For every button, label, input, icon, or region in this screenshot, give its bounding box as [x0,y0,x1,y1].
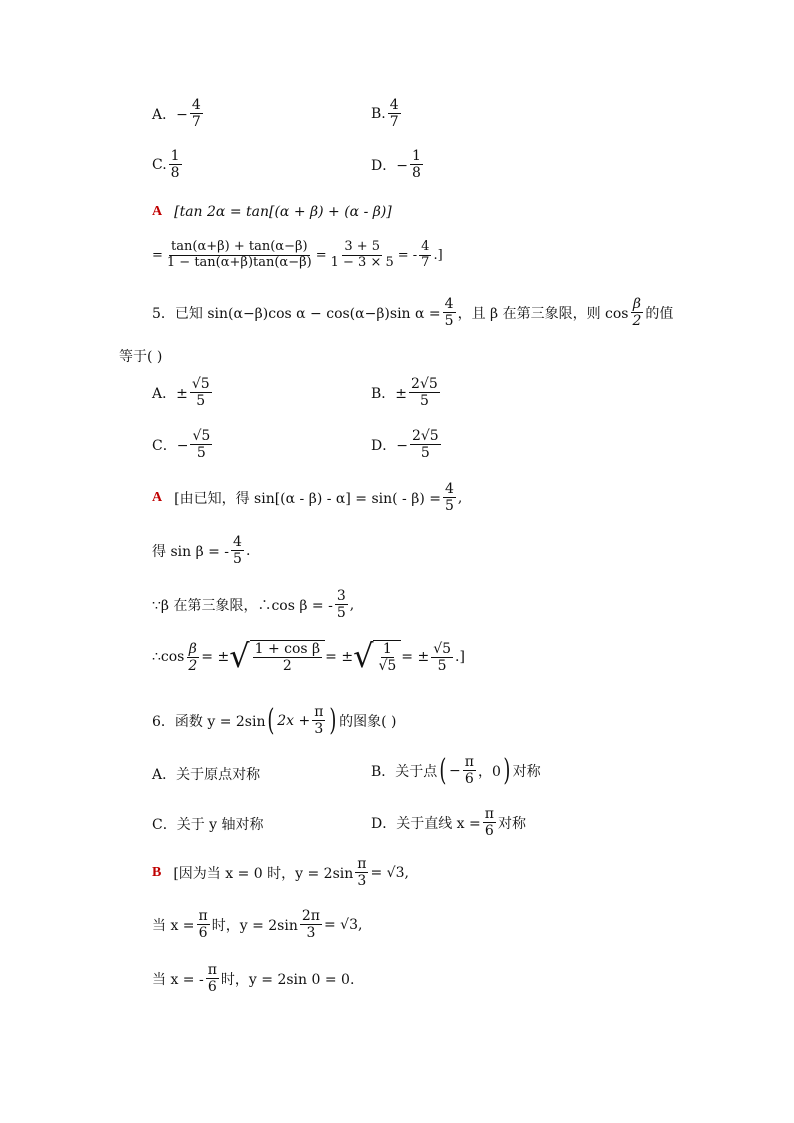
q5-solution-line2: 得 sin β = - $\frac{4}{5}$ . [152,534,251,568]
fraction: $\frac{\pi}{6}$ [484,806,494,840]
fraction: $\frac{\text{1 + cos β}}{2}$ [254,641,321,675]
q5-stem-cont: 等于( ) [119,349,163,365]
q4-solution-line2: = $\frac{\tan(\alpha+\beta) + \tan(\alpha-\beta)}{1 - \tan(\alpha+\beta)\tan(\alpha-\beta)}$ = $\frac{3 + 5}{1 - 3 \times 5}$ = - $\frac{4}{7}$ .] [152,239,443,270]
fraction: $\frac{4}{5}$ [444,481,454,515]
q6-solution-line3: 当 x = - $\frac{\pi}{6}$ 时，y = 2sin 0 = 0. [152,962,355,996]
fraction: $\frac{4}{7}$ [191,97,201,131]
square-root: √ $\frac{\text{1 + cos β}}{2}$ [229,640,325,674]
q4-option-a: A．− $\frac{4}{7}$ [152,97,201,131]
q6-stem: 6．函数 y = 2sin ( 2x + $\frac{\pi}{3}$ ) 的图象( ) [152,702,397,738]
q5-option-a: A．± $\frac{√5}{5}$ [152,376,210,410]
fraction: $\frac{2√5}{5}$ [411,376,438,410]
q4-option-c: C. $\frac{1}{8}$ [152,148,180,182]
fraction: $\frac{1}{√5}$ [378,641,397,675]
q5-stem: 5．已知 sin(α−β)cos α − cos(α−β)sin α = $\frac{4}{5}$ ，且 β 在第三象限，则 cos $\frac{\beta}{2}$ 的值 [152,296,674,330]
q6-solution-line2: 当 x = $\frac{\pi}{6}$ 时，y = 2sin $\frac{2\pi}{3}$ = √3, [152,908,363,942]
q4-option-b: B. $\frac{4}{7}$ [371,97,399,131]
answer-label: A [152,204,163,219]
fraction: $\frac{2√5}{5}$ [411,428,439,462]
square-root: √ $\frac{1}{√5}$ [353,640,401,674]
fraction: $\frac{\tan(\alpha+\beta) + \tan(\alpha-\beta)}{1 - \tan(\alpha+\beta)\tan(\alpha-\beta)}$ [166,239,312,270]
fraction: $\frac{√5}{5}$ [433,640,452,674]
fraction: $\frac{√5}{5}$ [191,376,210,410]
q5-solution-line4: ∴cos $\frac{\beta}{2}$ = ± √ $\frac{\text{1 + cos β}}{2}$ = ± √ $\frac{1}{√5}$ = ± $\frac{√5}{5}$ .] [152,637,465,675]
q5-solution-line3: ∵β 在第三象限，∴cos β = - $\frac{3}{5}$ , [152,588,355,622]
fraction: $\frac{4}{5}$ [233,534,242,568]
fraction: $\frac{\pi}{3}$ [314,704,324,738]
fraction: $\frac{\beta}{2}$ [632,296,642,330]
q6-option-b: B．关于点 ( − $\frac{\pi}{6}$ ，0 ) 对称 [371,752,541,788]
q5-solution-line1: A [由已知，得 sin[(α - β) - α] = sin( - β) = $\frac{4}{5}$ , [152,481,463,515]
q5-option-c: C．− $\frac{√5}{5}$ [152,428,211,462]
q4-option-d: D．− $\frac{1}{8}$ [371,148,421,182]
answer-label: A [152,489,163,505]
q6-option-d: D．关于直线 x = $\frac{\pi}{6}$ 对称 [371,806,526,840]
q5-option-d: D．− $\frac{2√5}{5}$ [371,428,439,462]
fraction: $\frac{2\pi}{3}$ [301,908,320,942]
paren-right: ) [329,702,337,738]
fraction: $\frac{4}{7}$ [389,97,399,131]
paren-left: ( [267,702,275,738]
fraction: $\frac{3}{5}$ [336,588,346,622]
fraction: $\frac{\pi}{3}$ [357,856,367,890]
fraction: $\frac{\pi}{6}$ [207,962,217,996]
paren-right: ) [503,752,511,788]
fraction: $\frac{√5}{5}$ [192,428,211,462]
fraction: $\frac{1}{8}$ [170,148,180,182]
fraction: $\frac{4}{7}$ [421,239,430,270]
q6-option-a: A．关于原点对称 [152,767,261,783]
fraction: $\frac{\beta}{2}$ [188,640,198,674]
fraction: $\frac{\pi}{6}$ [464,754,474,788]
fraction: $\frac{4}{5}$ [444,296,454,330]
answer-label: B [152,864,162,880]
fraction: $\frac{3 + 5}{1 - 3 \times 5}$ [330,239,394,270]
paren-left: ( [439,752,447,788]
q5-option-b: B．± $\frac{2√5}{5}$ [371,376,438,410]
fraction: $\frac{1}{8}$ [411,148,421,182]
q6-solution-line1: B [因为当 x = 0 时，y = 2sin $\frac{\pi}{3}$ = √3, [152,856,409,890]
q6-option-c: C．关于 y 轴对称 [152,817,264,833]
q4-solution-line1: A [tan 2α = tan[(α + β) + (α - β)] [152,204,392,220]
fraction: $\frac{\pi}{6}$ [198,908,208,942]
